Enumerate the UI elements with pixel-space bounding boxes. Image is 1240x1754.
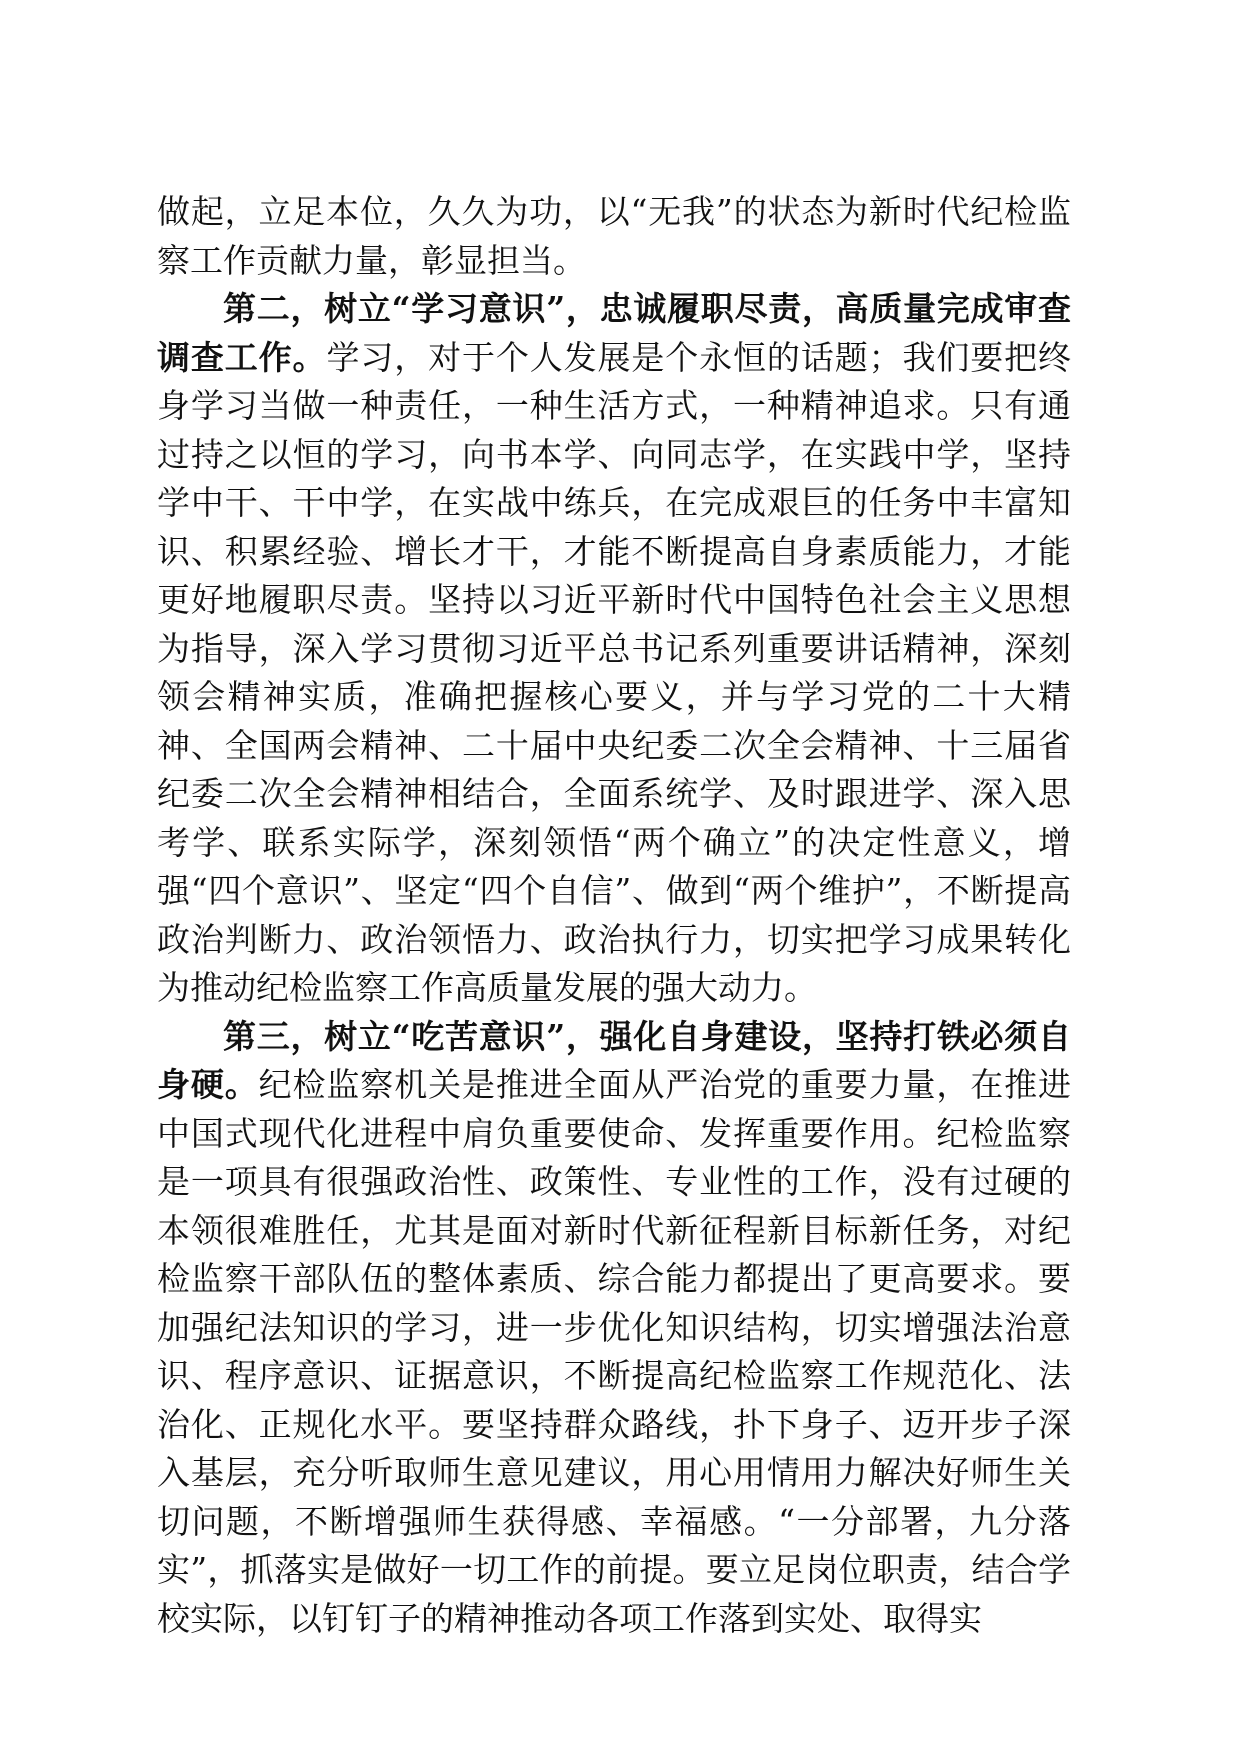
paragraph-heading: 第三，树立“吃苦意识”，强化自身建设，坚持打铁必须自身硬。 (157, 1016, 1071, 1104)
body-text (157, 188, 1071, 1643)
paragraph-heading: 第二，树立“学习意识”，忠诚履职尽责，高质量完成审查调查工作。 (157, 289, 1071, 377)
paragraph-third-point (157, 1013, 1071, 1644)
paragraph-continuation (157, 188, 1071, 285)
paragraph-second-point (157, 285, 1071, 1013)
paragraph-body: 学习，对于个人发展是个永恒的话题；我们要把终身学习当做一种责任，一种生活方式，一种精神追求。只有通过持之以恒的学习，向书本学、向同志学，在实践中学，坚持学中干、干中学，在实战中练兵，在完成艰巨的任务中丰富知识、积累经验、增长才干，才能不断提高自身素质能力，才能更好地履职尽责。坚持以习近平新时代中国特色社会主义思想为指导，深入学习贯彻习近平总书记系列重要讲话精神，深刻领会精神实质，准确把握核心要义，并与学习党的二十大精神、全国两会精神、二十届中央纪委二次全会精神、十三届省纪委二次全会精神相结合，全面系统学、及时跟进学、深入思考学、联系实际学，深刻领悟“两个确立”的决定性意义，增强“四个意识”、坚定“四个自信”、做到“两个维护”，不断提高政治判断力、政治领悟力、政治执行力，切实把学习成果转化为推动纪检监察工作高质量发展的强大动力。 (157, 337, 1072, 1007)
paragraph-body: 做起，立足本位，久久为功，以“无我”的状态为新时代纪检监察工作贡献力量，彰显担当。 (157, 192, 1071, 280)
paragraph-body: 纪检监察机关是推进全面从严治党的重要力量，在推进中国式现代化进程中肩负重要使命、发挥重要作用。纪检监察是一项具有很强政治性、政策性、专业性的工作，没有过硬的本领很难胜任，尤其是面对新时代新征程新目标新任务，对纪检监察干部队伍的整体素质、综合能力都提出了更高要求。要加强纪法知识的学习，进一步优化知识结构，切实增强法治意识、程序意识、证据意识，不断提高纪检监察工作规范化、法治化、正规化水平。要坚持群众路线，扑下身子、迈开步子深入基层，充分听取师生意见建议，用心用情用力解决好师生关切问题，不断增强师生获得感、幸福感。“一分部署，九分落实”，抓落实是做好一切工作的前提。要立足岗位职责，结合学校实际，以钉钉子的精神推动各项工作落到实处、取得实 (157, 1065, 1072, 1638)
